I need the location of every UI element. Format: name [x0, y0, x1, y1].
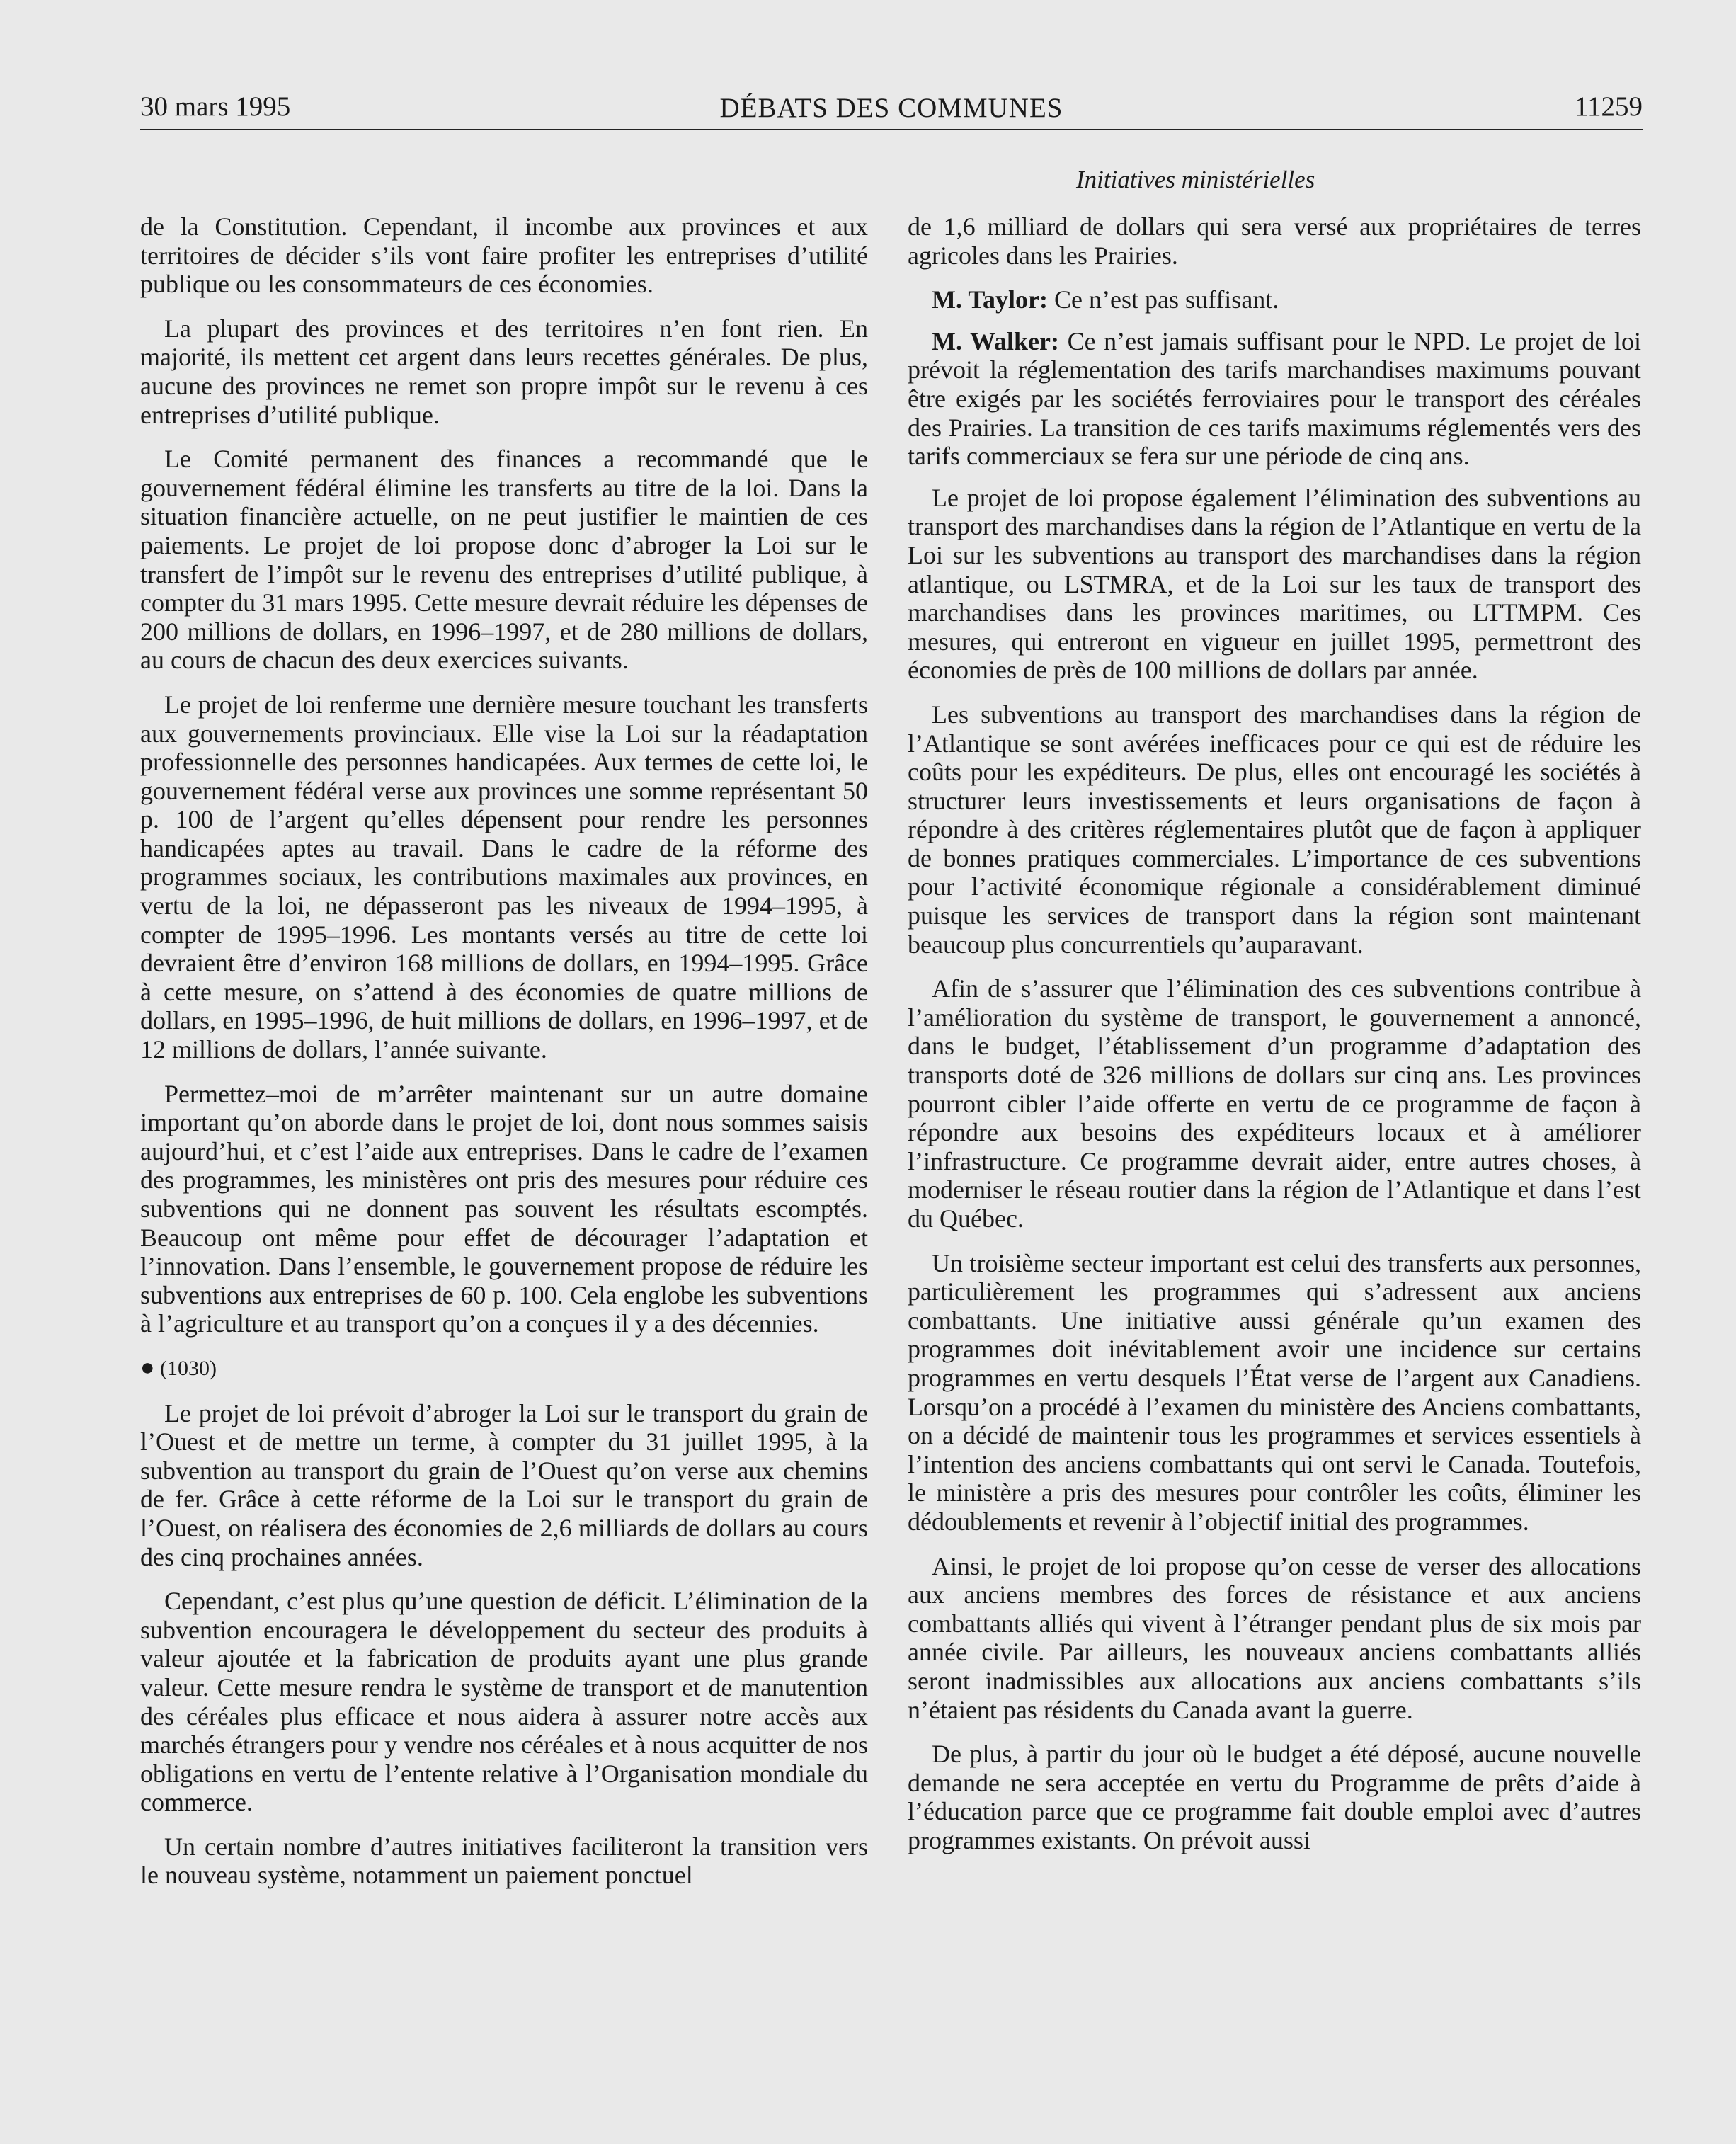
header-date: 30 mars 1995 — [140, 91, 291, 122]
speaker-name: M. Taylor: — [932, 285, 1049, 314]
paragraph: La plupart des provinces et des territoires n’en font rien. En majorité, ils mettent cet argent dans leurs recettes générales. De plus, aucune des provinces ne remet son propre impôt sur le revenu à ces entreprises d’utilité publique. — [140, 314, 868, 429]
bullet-icon: ● — [140, 1354, 155, 1381]
left-column — [140, 212, 868, 1905]
publication-title: DÉBATS DES COMMUNES — [719, 93, 1063, 123]
paragraph: Le Comité permanent des finances a recommandé que le gouvernement fédéral élimine les transferts au titre de la loi. Dans la situation financière actuelle, on ne peut justifier le maintien de ces paiements. Le projet de loi propose donc d’abroger la Loi sur le transfert de l’impôt sur le revenu des entreprises d’utilité publique, à compter du 31 mars 1995. Cette mesure devrait réduire les dépenses de 200 millions de dollars, en 1996–1997, et de 280 millions de dollars, au cours de chacun des deux exercices suivants. — [140, 445, 868, 675]
page-number: 11259 — [1574, 91, 1643, 122]
speech-text: Ce n’est pas suffisant. — [1054, 285, 1279, 314]
paragraph: de 1,6 milliard de dollars qui sera versé aux propriétaires de terres agricoles dans les Prairies. — [908, 212, 1641, 270]
speech-text: Ce n’est jamais suffisant pour le NPD. Le projet de loi prévoit la réglementation des tarifs marchandises maximums pouvant être exigés par les sociétés ferroviaires pour le transport des céréales des Prairies. La transition de ces tarifs maximums réglementés vers des tarifs commerciaux se fera sur une période de cinq ans. — [908, 326, 1641, 471]
paragraph: Ainsi, le projet de loi propose qu’on cesse de verser des allocations aux anciens membres des forces de résistance et aux anciens combattants alliés qui vivent à l’étranger pendant plus de six mois par année civile. Par ailleurs, les nouveaux anciens combattants alliés seront inadmissibles aux allocations aux anciens combattants s’ils n’étaient pas résidents du Canada avant la guerre. — [908, 1551, 1641, 1724]
paragraph: De plus, à partir du jour où le budget a été déposé, aucune nouvelle demande ne sera acceptée en vertu du Programme de prêts d’aide à l’éducation parce que ce programme fait double emploi avec d’autres programmes existants. On prévoit aussi — [908, 1740, 1641, 1854]
paragraph: Permettez–moi de m’arrêter maintenant sur un autre domaine important qu’on aborde dans le projet de loi, dont nous sommes saisis aujourd’hui, et c’est l’aide aux entreprises. Dans le cadre de l’examen des programmes, les ministères ont pris des mesures pour réduire ces subventions qui ne donnent pas souvent les résultats escomptés. Beaucoup ont même pour effet de décourager l’adaptation et l’innovation. Dans l’ensemble, le gouvernement propose de réduire les subventions aux entreprises de 60 p. 100. Cela englobe les subventions à l’agriculture et au transport qu’on a conçues il y a des décennies. — [140, 1079, 868, 1338]
paragraph: Le projet de loi renferme une dernière mesure touchant les transferts aux gouvernements provinciaux. Elle vise la Loi sur la réadaptation professionnelle des personnes handicapées. Aux termes de cette loi, le gouvernement fédéral verse aux provinces une somme représentant 50 p. 100 de l’argent qu’elles dépensent pour rendre les personnes handicapées aptes au travail. Dans le cadre de la réforme des programmes sociaux, les contributions maximales aux provinces, en vertu de la loi, ne dépasseront pas les niveaux de 1994–1995, à compter de 1995–1996. Les montants versés au titre de cette loi devraient être d’environ 168 millions de dollars, en 1994–1995. Grâce à cette mesure, on s’attend à des économies de quatre millions de dollars, en 1995–1996, de huit millions de dollars, en 1996–1997, et de 12 millions de dollars, l’année suivante. — [140, 690, 868, 1064]
time-marker — [140, 1354, 868, 1384]
section-label: Initiatives ministérielles — [1076, 166, 1315, 193]
paragraph: Le projet de loi propose également l’élimination des subventions au transport des marchandises dans la région de l’Atlantique en vertu de la Loi sur les subventions au transport des marchandises dans la région atlantique, ou LSTMRA, et de la Loi sur les taux de transport des marchandises dans les provinces maritimes, ou LTTMPM. Ces mesures, qui entreront en vigueur en juillet 1995, permettront des économies de près de 100 millions de dollars par année. — [908, 483, 1641, 685]
paragraph: Un certain nombre d’autres initiatives faciliteront la transition vers le nouveau système, notamment un paiement ponctuel — [140, 1832, 868, 1890]
paragraph: Le projet de loi prévoit d’abroger la Loi sur le transport du grain de l’Ouest et de mettre un terme, à compter du 31 juillet 1995, à la subvention au transport du grain de l’Ouest qu’on verse aux chemins de fer. Grâce à cette réforme de la Loi sur le transport du grain de l’Ouest, on réalisera des économies de 2,6 milliards de dollars au cours des cinq prochaines années. — [140, 1398, 868, 1571]
paragraph: Les subventions au transport des marchandises dans la région de l’Atlantique se sont avérées inefficaces pour ce qui est de réduire les coûts pour les expéditeurs. De plus, elles ont encouragé les sociétés à structurer leurs investissements et leurs organisations de façon à répondre à des critères réglementaires plutôt que de façon à appliquer de bonnes pratiques commerciales. L’importance de ces subventions pour l’activité économique régionale a considérablement diminué puisque les services de transport dans la région sont maintenant beaucoup plus concurrentiels qu’auparavant. — [908, 700, 1641, 959]
speech-taylor — [908, 285, 1641, 314]
speech-walker — [908, 327, 1641, 471]
paragraph: Cependant, c’est plus qu’une question de déficit. L’élimination de la subvention encouragera le développement du secteur des produits à valeur ajoutée et la fabrication de produits ayant une plus grande valeur. Cette mesure rendra le système de transport et de manutention des céréales plus efficace et nous aidera à assurer notre accès aux marchés étrangers pour y vendre nos céréales et à nous acquitter de nos obligations en vertu de l’entente relative à l’Organisation mondiale du commerce. — [140, 1587, 868, 1817]
right-column — [908, 212, 1641, 1870]
speaker-name: M. Walker: — [932, 326, 1059, 355]
paragraph: Un troisième secteur important est celui des transferts aux personnes, particulièrement les programmes qui s’adressent aux anciens combattants. Une initiative aussi générale qu’un examen des programmes doit inévitablement avoir une incidence sur certains programmes en vertu desquels l’État verse de l’argent aux Canadiens. Lorsqu’on a procédé à l’examen du ministère des Anciens combattants, on a décidé de maintenir tous les programmes et services essentiels à l’intention des anciens combattants qui ont servi le Canada. Toutefois, le ministère a pris des mesures pour contrôler les coûts, éliminer les dédoublements et revenir à l’objectif initial des programmes. — [908, 1248, 1641, 1536]
paragraph: Afin de s’assurer que l’élimination des ces subventions contribue à l’amélioration du système de transport, le gouvernement a annoncé, dans le budget, l’établissement d’un programme d’adaptation des transports doté de 326 millions de dollars sur cinq ans. Les provinces pourront cibler l’aide offerte en vertu de ce programme de façon à répondre aux besoins des expéditeurs locaux et à améliorer l’infrastructure. Ce programme devrait aider, entre autres choses, à moderniser le réseau routier dans la région de l’Atlantique et dans l’est du Québec. — [908, 974, 1641, 1233]
time-marker-text: (1030) — [160, 1356, 217, 1380]
paragraph: de la Constitution. Cependant, il incombe aux provinces et aux territoires de décider s’ils vont faire profiter les entreprises d’utilité publique ou les consommateurs de ces économies. — [140, 212, 868, 299]
page-header — [140, 84, 1643, 130]
